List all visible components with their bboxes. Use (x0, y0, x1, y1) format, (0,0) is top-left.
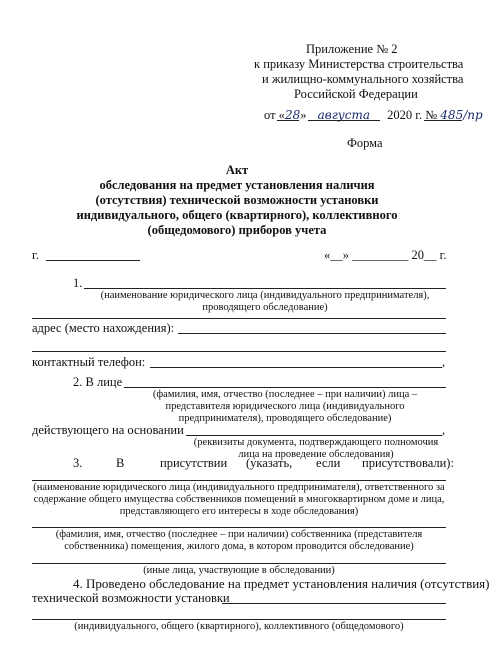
title-line-3: (отсутствия) технической возможности установки (95, 193, 379, 207)
item4-text-line2: технической возможности установки (32, 591, 230, 605)
basis-comma: , (442, 423, 446, 437)
presence-org-caption: (наименование юридического лица (индивидуального предпринимателя), ответственного за содержание общего имущества собственников помещений в многоквартирном доме и лица, представляющего его интересы в ходе обследования) (33, 482, 445, 517)
owner-caption: (фамилия, имя, отчество (последнее – при наличии) собственника (представителя собственника) помещения, жилого дома, в котором проводится обследование) (55, 529, 423, 552)
handwritten-order-number: 485/пр (440, 108, 483, 122)
header-line-country: Российской Федерации (294, 87, 418, 101)
title-line-2: обследования на предмет установления наличия (99, 178, 375, 192)
phone-label: контактный телефон: (32, 355, 146, 369)
title-line-5: (общедомового) приборов учета (147, 223, 327, 237)
appendix-number: Приложение № 2 (306, 42, 398, 56)
item2-label: 2. В лице (73, 375, 123, 389)
date-mid: » (300, 108, 307, 122)
item1-caption: (наименование юридического лица (индивидуального предпринимателя), проводящего обследование) (100, 290, 430, 313)
header-line-housing: и жилищно-коммунального хозяйства (262, 72, 464, 86)
basis-label: действующего на основании (32, 423, 184, 437)
handwritten-day: 28 (284, 108, 301, 122)
title-line-4: индивидуального, общего (квартирного), коллективного (76, 208, 398, 222)
year-text: 2020 г. № (387, 108, 438, 122)
doc-title: Акт (225, 163, 249, 177)
phone-comma: , (442, 355, 446, 369)
item4-text-line1: 4. Проведено обследование на предмет установления наличия (отсутствия) (73, 576, 489, 591)
item1-number: 1. (73, 276, 83, 290)
city-prefix: г. (32, 248, 39, 262)
address-label: адрес (место нахождения): (32, 321, 175, 335)
item3-number: 3. (73, 456, 83, 470)
item2-caption: (фамилия, имя, отчество (последнее – при наличии) лица – представителя юридического лица (индивидуального предпринимателя), проводящего обследование) (152, 389, 418, 424)
act-date: «__» _________ 20__ г. (324, 248, 447, 262)
date-prefix: от « (264, 108, 285, 122)
handwritten-month: августа (317, 108, 371, 122)
basis-caption: (реквизиты документа, подтверждающего полномочия лица на проведение обследования) (193, 437, 439, 460)
header-line-ministry: к приказу Министерства строительства (254, 57, 464, 71)
item3-word-1: В (116, 456, 125, 470)
other-persons-caption: (иные лица, участвующие в обследовании) (143, 565, 335, 576)
item3-word-5: присутствовали): (362, 456, 454, 470)
item4-caption: (индивидуального, общего (квартирного), коллективного (общедомового) (74, 621, 404, 632)
item3-word-3: (указать, (246, 456, 293, 470)
item3-word-4: если (316, 456, 341, 470)
form-label: Форма (347, 136, 383, 150)
item3-word-2: присутствии (160, 456, 228, 470)
